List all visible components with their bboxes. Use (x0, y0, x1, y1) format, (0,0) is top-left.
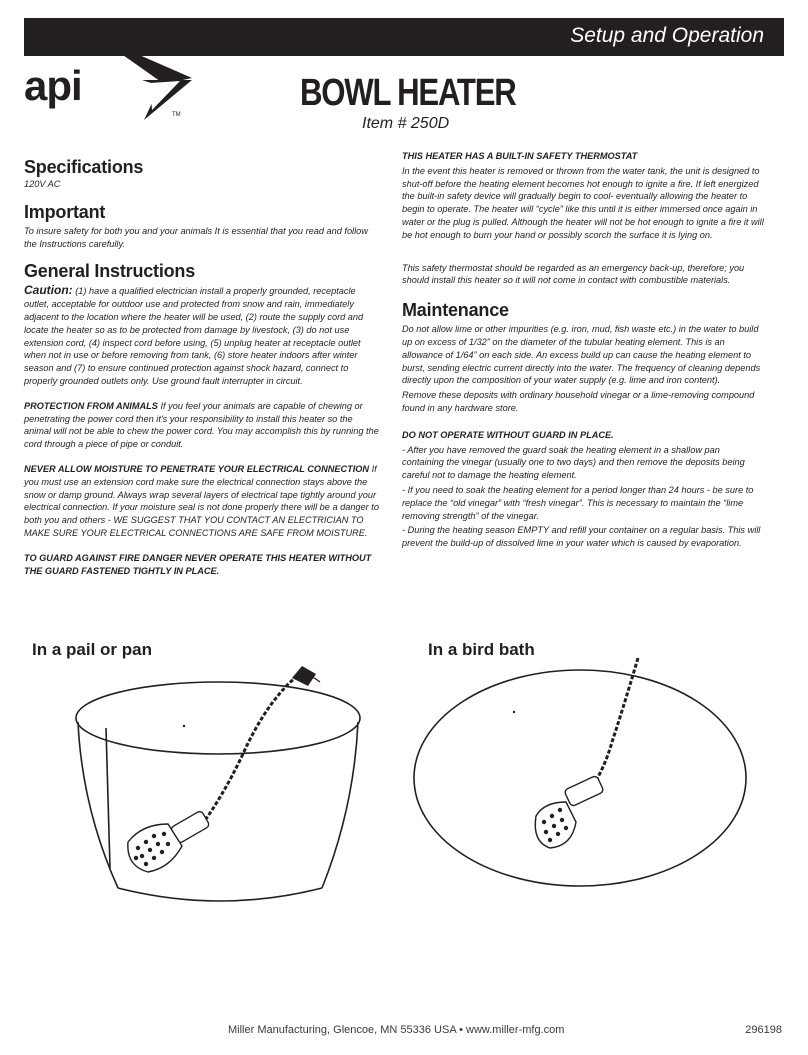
pail-caption: In a pail or pan (32, 640, 152, 659)
thermostat-heading: THIS HEATER HAS A BUILT-IN SAFETY THERMOSTAT (402, 151, 638, 161)
birdbath-illustration (408, 652, 758, 888)
protection-paragraph (24, 400, 380, 451)
right-column (402, 150, 764, 550)
footer-company: Miller Manufacturing, Glencoe, MN 55336 USA • www.miller-mfg.com (228, 1024, 565, 1036)
pail-illustration (72, 658, 372, 906)
logo-swoosh-upper (96, 36, 192, 84)
logo-wordmark: api (24, 62, 82, 109)
doc-number: 296198 (745, 1024, 782, 1036)
specs-text: 120V AC (24, 179, 61, 189)
logo-trademark: TM (172, 112, 181, 118)
maintenance-text: Do not allow lime or other impurities (e.g. iron, mud, fish waste etc.) in the water to build up on excess of 1/32” on the diameter of the tubular heating element. This is an allowance of 1/64” on each side. An excess build up can cause the heating element to burst, sending electric current directly into the water. The frequency of cleaning depends directly upon the composition of your water supply (e.g. lime and iron content). (402, 324, 761, 386)
protection-lead: PROTECTION FROM ANIMALS (24, 400, 158, 411)
thermostat-note: This safety thermostat should be regarded as an emergency back-up, therefore; you should install this heater so it will not come in contact with combustible materials. (402, 262, 745, 286)
maintenance-text-2: Remove these deposits with ordinary household vinegar or a lime-removing compound found in any hardware store. (402, 390, 755, 413)
page-title: BOWL HEATER (300, 72, 516, 114)
moisture-text: If you must use an extension cord make sure the electrical connection stays above the snow or damp ground. Always wrap several layers of electrical tape tightly around your electrical connection. If your moisture seal is not done properly there will be a danger to both you and others - WE SUGGEST THAT YOU CONTACT AN ELECTRICIAN TO MAKE SURE YOUR ELECTRICAL CONNECTIONS ARE SAFE FROM MOISTURE. (24, 463, 379, 538)
moisture-lead: NEVER ALLOW MOISTURE TO PENETRATE YOUR ELECTRICAL CONNECTION (24, 463, 370, 474)
moisture-paragraph (24, 463, 380, 540)
protection-text: If you feel your animals are capable of chewing or penetrating the power cord then it's your responsibility to install this heater so the animal will not be able to chew the power cord. You may accomplish this by running the cord through a piece of pipe or conduit. (24, 400, 379, 450)
item-number: Item # 250D (362, 115, 450, 132)
thermostat-text: In the event this heater is removed or thrown from the water tank, the unit is designed to shut-off before the heating element becomes hot enough to ignite a fire. If left energized the built-in safety device will gradually begin to cool- eventually allowing the heater to begin to operate. The heater will “cycle” like this until it is either immersed once again in water or the plug is pulled. Although the heater will not be hot enough to ignite a fire it will be hot enough to burn your hand or possibly scorch the surface it is lying on. (402, 165, 764, 240)
guard-item: - After you have removed the guard soak the heating element in a shallow pan containing the vinegar (usually one to two days) and then remove the deposits being careful not to damage the heating element. (402, 444, 745, 481)
api-logo (22, 34, 197, 122)
caution-paragraph (24, 284, 380, 387)
maintenance-heading: Maintenance (402, 300, 509, 321)
left-column (24, 150, 380, 577)
guard-heading: DO NOT OPERATE WITHOUT GUARD IN PLACE. (402, 429, 614, 440)
guard-item: - During the heating season EMPTY and refill your container on a regular basis. This will prevent the build-up of dissolved lime in your water which is caused by evaporation. (402, 525, 761, 549)
guard-item: - If you need to soak the heating element for a period longer than 24 hours - be sure to replace the “old vinegar” with “fresh vinegar”. This is necessary to maintain the “lime removing strength” of the vinegar. (402, 484, 754, 521)
fire-warning: TO GUARD AGAINST FIRE DANGER NEVER OPERATE THIS HEATER WITHOUT THE GUARD FASTENED TIGHTLY IN PLACE. (24, 552, 372, 576)
caution-text: (1) have a qualified electrician install a properly grounded, receptacle outlet, acceptable for outdoor use and protected from snow and rain, immediately adjacent to the location where the heater will be used, (2) route the supply cord and locate the heater so as to be protected from damage by livestock, (3) do not use extension cord, (4) inspect cord before using, (5) unplug heater at receptacle outlet when not in use or before removing from tank, (6) store heater indoors after winter season and (7) to ensure continued protection against shock hazard, connect to properly grounded outlets only. Use ground fault interrupter in circuit. (24, 286, 364, 386)
important-heading: Important (24, 201, 106, 222)
caution-lead: Caution: (24, 283, 73, 298)
important-text: To insure safety for both you and your animals It is essential that you read and follow the Instructions carefully. (24, 225, 368, 249)
bath-caption: In a bird bath (428, 640, 535, 659)
specs-heading: Specifications (24, 157, 144, 177)
section-label: Setup and Operation (570, 24, 764, 47)
general-heading: General Instructions (24, 261, 196, 282)
